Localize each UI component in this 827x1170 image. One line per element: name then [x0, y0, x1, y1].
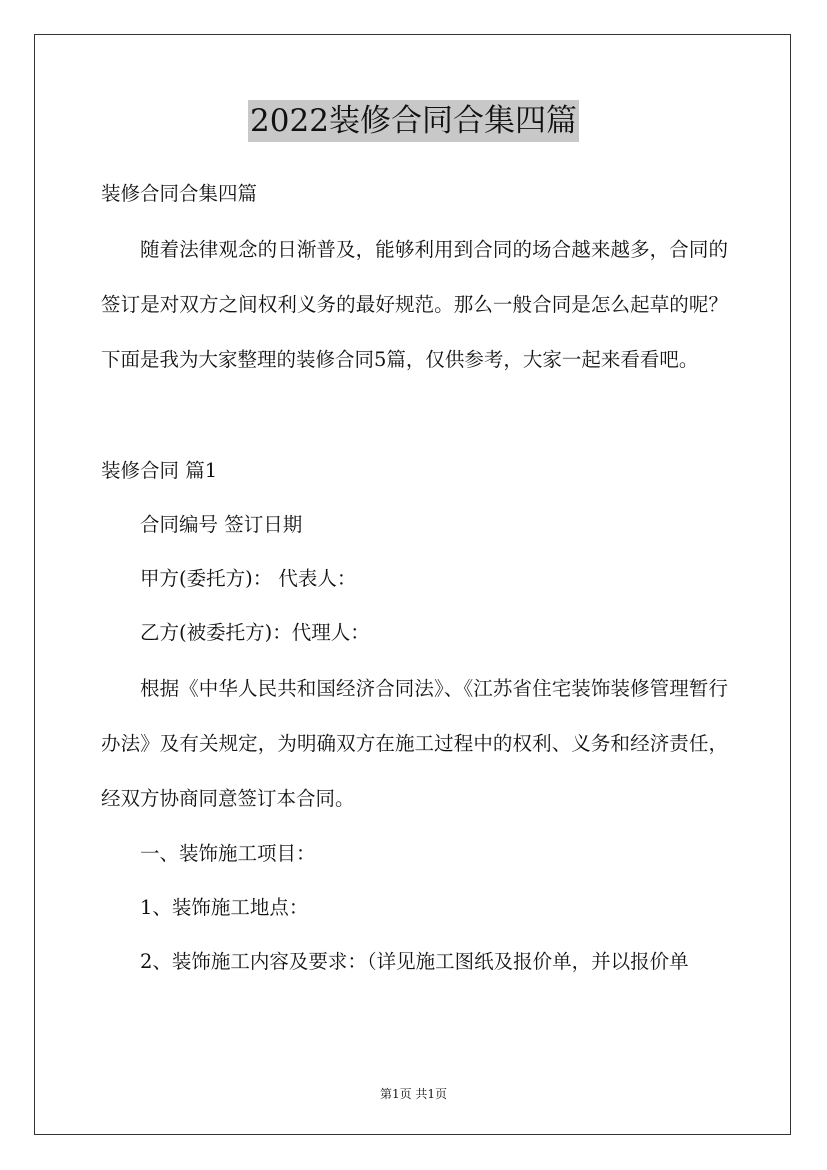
contract-number-line: 合同编号 签订日期	[140, 513, 303, 536]
item-construction-content: 2、装饰施工内容及要求：（详见施工图纸及报价单，并以报价单	[140, 950, 689, 973]
document-heading: 装修合同合集四篇	[101, 182, 258, 205]
document-title: 2022装修合同合集四篇	[248, 100, 579, 142]
party-a-line: 甲方(委托方)： 代表人：	[140, 567, 357, 590]
item-construction-project: 一、装饰施工项目：	[140, 842, 316, 865]
item-construction-site: 1、装饰施工地点：	[140, 896, 309, 919]
page-footer: 第1页 共1页	[379, 1087, 448, 1101]
party-b-line: 乙方(被委托方)：代理人：	[140, 621, 370, 644]
legal-basis-paragraph: 根据《中华人民共和国经济合同法》、《江苏省住宅装饰装修管理暂行办法》及有关规定，为明确双方在施工过程中的权利、义务和经济责任，经双方协商同意签订本合同。	[101, 677, 728, 810]
title-area	[0, 100, 827, 142]
section-title: 装修合同 篇1	[101, 459, 218, 482]
document-body	[101, 176, 728, 998]
intro-paragraph: 随着法律观念的日渐普及，能够利用到合同的场合越来越多，合同的签订是对双方之间权利义务的最好规范。那么一般合同是怎么起草的呢？下面是我为大家整理的装修合同5篇，仅供参考，大家一起来看看吧。	[101, 238, 728, 371]
